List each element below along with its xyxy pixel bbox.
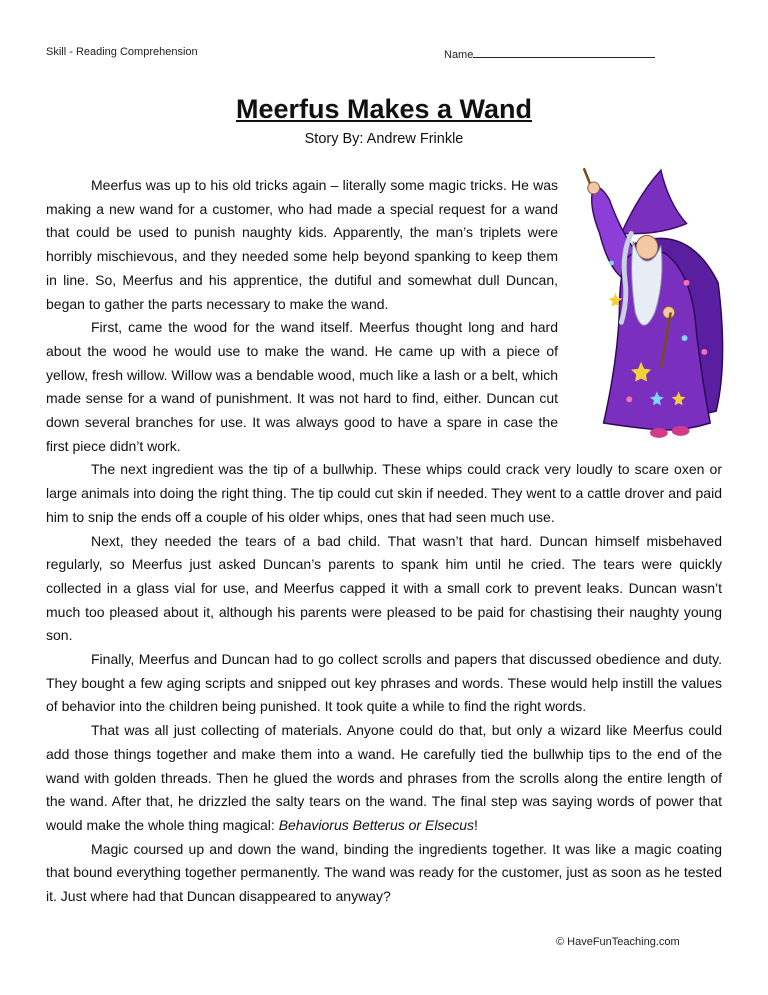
story-paragraph-text: That was all just collecting of materials. Anyone could do that, but only a wizard like Meerfus could add those things together and make them into a wand. He carefully tied the bullwhip tips to the end of the wand with golden threads. Then he glued the words and phrases from the scrolls along the entire length of the wand. After that, he drizzled the salty tears on the wand. The final step was saying words of power that would make the whole thing magical: (46, 722, 722, 833)
skill-label: Skill - Reading Comprehension (46, 46, 198, 58)
spell-punctuation: ! (474, 816, 478, 833)
copyright-footer: © HaveFunTeaching.com (556, 936, 680, 948)
story-paragraph: Meerfus was up to his old tricks again – literally some magic tricks. He was making a new wand for a customer, who had made a special request for a wand that could be used to punish naughty kids. Apparently, the man’s triplets were horribly mischievous, and they needed some help beyond spanking to keep them in line. So, Meerfus and his apprentice, the dutiful and somewhat dull Duncan, began to gather the parts necessary to make the wand. (46, 177, 558, 312)
story-title: Meerfus Makes a Wand (235, 94, 533, 124)
name-label: Name (444, 49, 474, 61)
story-body (46, 174, 722, 909)
story-paragraph: Magic coursed up and down the wand, binding the ingredients together. It was like a magic coating that bound everything together permanently. The wand was ready for the customer, just as soon as he tested it. Just where had that Duncan disappeared to anyway? (46, 840, 722, 905)
wizard-illustration-icon (570, 164, 728, 446)
story-paragraph: Next, they needed the tears of a bad child. That wasn’t that hard. Duncan himself misbehaved regularly, so Meerfus just asked Duncan’s parents to spank him until he cried. The tears were quickly collected in a glass vial for use, and Meerfus capped it with a small cork to prevent leaks. Duncan wasn’t much too pleased about it, although his parents were pleased to be paid for chastising their naughty young son. (46, 532, 722, 644)
story-paragraph: The next ingredient was the tip of a bullwhip. These whips could crack very loudly to scare oxen or large animals into doing the right thing. The tip could cut skin if needed. They went to a cattle drover and paid him to snip the ends off a couple of his older whips, ones that had seen much use. (46, 461, 722, 525)
story-byline: Story By: Andrew Frinkle (304, 131, 464, 147)
name-field (444, 46, 655, 61)
story-paragraph (46, 719, 722, 838)
story-paragraph: First, came the wood for the wand itself. Meerfus thought long and hard about the wood he would use to make the wand. He came up with a piece of yellow, fresh willow. Willow was a bendable wood, much like a lash or a belt, which made sense for a wand of punishment. It was not hard to find, either. Duncan cut down several branches for use. It was always good to have a spare in case the first piece didn’t work. (46, 319, 558, 454)
magic-spell: Behaviorus Betterus or Elsecus (278, 816, 475, 833)
name-blank-line (473, 46, 655, 58)
story-paragraph: Finally, Meerfus and Duncan had to go collect scrolls and papers that discussed obedience and duty. They bought a few aging scripts and snipped out key phrases and words. These would help instill the values of behavior into the children being punished. It took quite a while to find the right words. (46, 651, 722, 715)
